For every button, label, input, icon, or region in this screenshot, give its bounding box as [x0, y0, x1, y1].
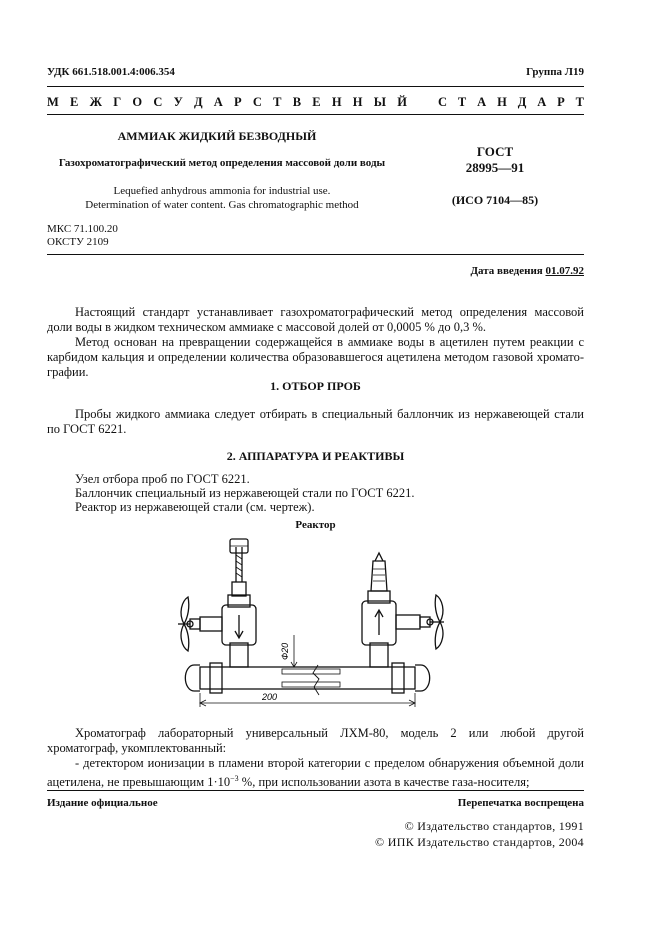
- effective-date: [470, 265, 584, 277]
- copyright-line-1: © Издательство стандартов, 1991: [404, 819, 584, 833]
- banner-letter: Н: [497, 95, 507, 109]
- banner-letter: Р: [557, 95, 565, 109]
- reactor-tube: [200, 667, 415, 689]
- doc-subtitle: Газохроматографический метод определения массовой доли воды: [58, 157, 386, 169]
- intro-paragraph-2: Метод основан на превращении содержащейся в аммиаке воды в ацетилен путем реакции с карбидом кальция и определении количества образовавшегося ацетилена методом газовой хромато-графии.: [47, 335, 584, 379]
- doc-title: АММИАК ЖИДКИЙ БЕЗВОДНЫЙ: [117, 129, 317, 143]
- banner-letter: Т: [575, 95, 584, 109]
- iso-reference: (ИСО 7104—85): [451, 193, 539, 207]
- banner-letter: Т: [273, 95, 282, 109]
- okstu-code: ОКСТУ 2109: [47, 236, 109, 248]
- official-edition: Издание официальное: [47, 797, 158, 809]
- figure-caption: Реактор: [295, 519, 336, 531]
- banner-letter: А: [213, 95, 223, 109]
- gost-number: 28995—91: [465, 160, 525, 175]
- banner-letter: А: [537, 95, 547, 109]
- banner-letter: Ы: [373, 95, 387, 109]
- copyright-block: [375, 818, 584, 850]
- section-2-title: 2. АППАРАТУРА И РЕАКТИВЫ: [226, 449, 405, 463]
- banner-letter: Й: [397, 95, 407, 109]
- dimension-length: 200: [262, 692, 278, 702]
- banner-letter: Д: [517, 95, 527, 109]
- title-rule: [47, 254, 584, 255]
- detector-text-pre: - детектором ионизации в пламени второй категории с пределом обнаружения объемной доли ацетилена, не превышающим 1·10: [47, 756, 584, 790]
- copyright-line-2: © ИПК Издательство стандартов, 2004: [375, 835, 584, 849]
- equipment-item: Баллончик специальный из нержавеющей стали по ГОСТ 6221.: [75, 486, 415, 500]
- english-title: [47, 184, 397, 212]
- banner-letter: О: [132, 95, 143, 109]
- header-rule: [47, 86, 584, 87]
- banner-letter: Д: [193, 95, 203, 109]
- section-1-paragraph: Пробы жидкого аммиака следует отбирать в специальный баллончик из нержавеющей стали по ГОСТ 6221.: [47, 407, 584, 436]
- effective-date-value: 01.07.92: [545, 265, 584, 277]
- dimension-diameter: Ф20: [280, 642, 290, 660]
- gost-label: ГОСТ: [476, 144, 514, 159]
- reprint-notice: Перепечатка воспрещена: [457, 797, 584, 809]
- banner-letter: Н: [331, 95, 342, 109]
- banner-letter: Е: [70, 95, 79, 109]
- group-code: Группа Л19: [526, 66, 584, 78]
- banner-letter: Р: [234, 95, 242, 109]
- english-title-line2: Determination of water content. Gas chromatographic method: [85, 199, 359, 211]
- banner-letter: М: [47, 95, 59, 109]
- banner-letter: У: [173, 95, 183, 109]
- banner-word-standard: [438, 95, 584, 110]
- banner-letter: С: [153, 95, 163, 109]
- banner-letter: А: [477, 95, 487, 109]
- effective-date-label: Дата введения: [470, 265, 543, 277]
- banner-letter: Т: [457, 95, 467, 109]
- equipment-item: Реактор из нержавеющей стали (см. чертеж).: [75, 500, 315, 514]
- banner-letter: С: [438, 95, 448, 109]
- banner-letter: В: [292, 95, 302, 109]
- detector-text-post: %, при использовании азота в качестве газа-носителя;: [238, 775, 530, 790]
- banner-letter: Н: [352, 95, 363, 109]
- intro-paragraph-1: Настоящий стандарт устанавливает газохроматографический метод определения массовой доли воды в жидком техническом аммиаке с массовой долей от 0,0005 % до 0,3 %.: [47, 305, 584, 334]
- gost-block: [430, 144, 560, 176]
- banner-word-interstate: [47, 95, 407, 110]
- equipment-item: Узел отбора проб по ГОСТ 6221.: [75, 472, 250, 486]
- english-title-line1: Lequefied anhydrous ammonia for industrial use.: [113, 185, 331, 197]
- banner-letter: С: [252, 95, 262, 109]
- chromatograph-paragraph: Хроматограф лабораторный универсальный ЛХМ-80, модель 2 или любой другой хроматограф, укомплектованный:: [47, 726, 584, 755]
- detector-exponent: −3: [230, 774, 239, 783]
- footer-rule: [47, 790, 584, 791]
- banner-rule: [47, 114, 584, 115]
- mks-code: МКС 71.100.20: [47, 223, 118, 235]
- standard-banner: [47, 95, 584, 110]
- detector-paragraph: [47, 756, 584, 790]
- classification-codes: [47, 223, 118, 249]
- banner-letter: Е: [312, 95, 321, 109]
- reactor-drawing: [170, 535, 470, 715]
- banner-letter: Г: [113, 95, 122, 109]
- section-1-title: 1. ОТБОР ПРОБ: [270, 379, 361, 393]
- banner-letter: Ж: [89, 95, 102, 109]
- udk-code: УДК 661.518.001.4:006.354: [47, 66, 175, 78]
